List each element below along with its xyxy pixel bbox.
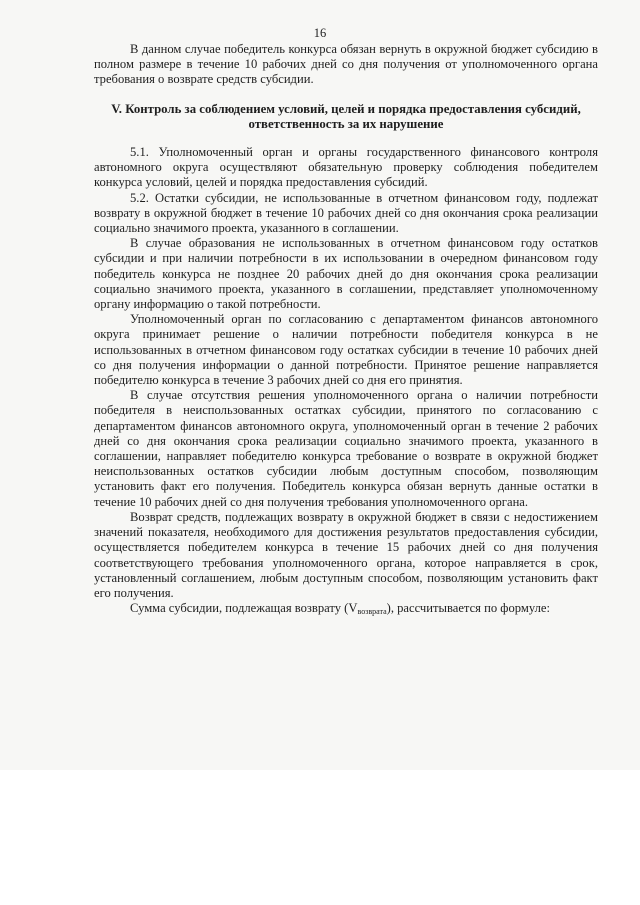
paragraph-unused-balance: В случае образования не использованных в отчетном финансовом году остатков субсидии и при наличии потребности в их использовании в очередном финансовом году победитель конкурса не позднее 20 рабочих дней до дня окончания срока реализации социально значимого проекта, указанного в соглашении, представляет уполномоченному органу информацию о такой потребности. [94,236,598,312]
paragraph-5-2: 5.2. Остатки субсидии, не использованные в отчетном финансовом году, подлежат возврату в окружной бюджет в течение 10 рабочих дней со дня окончания срока реализации социально значимого проекта, указанного в соглашении. [94,190,598,236]
paragraph-intro: В данном случае победитель конкурса обязан вернуть в окружной бюджет субсидию в полном размере в течение 10 рабочих дней со дня получения от уполномоченного органа требования о возврате средств субсидии. [94,42,598,87]
document-body [94,42,598,619]
paragraph-formula-intro [94,601,598,619]
paragraph-decision: Уполномоченный орган по согласованию с департаментом финансов автономного округа принимает решение о наличии потребности победителя конкурса в не использованных в отчетном финансовом году остатках субсидии в течение 10 рабочих дней со дня получения информации о данной потребности. Принятое решение направляется победителю конкурса в течение 3 рабочих дней со дня его принятия. [94,312,598,388]
paragraph-no-decision: В случае отсутствия решения уполномоченного органа о наличии потребности победителя в неиспользованных остатках субсидии, принятого по согласованию с департаментом финансов автономного округа, уполномоченный орган в течение 2 рабочих дней со дня окончания срока реализации социально значимого проекта, указанного в соглашении, направляет победителю конкурса требование о возврате в окружной бюджет неиспользованных остатков субсидии любым доступным способом, позволяющим установить факт его получения. Победитель конкурса обязан вернуть данные остатки в течение 10 рабочих дней со дня получения требования уполномоченного органа. [94,388,598,509]
page-margin-bottom [0,770,640,905]
formula-subscript: возврата [357,607,387,617]
formula-text-before: Сумма субсидии, подлежащая возврату (V [130,601,358,616]
page-number: 16 [313,26,327,40]
section-heading: V. Контроль за соблюдением условий, целей и порядка предоставления субсидий, ответственность за их нарушение [111,101,581,131]
paragraph-5-1: 5.1. Уполномоченный орган и органы государственного финансового контроля автономного округа осуществляют обязательную проверку соблюдения победителем конкурса условий, целей и порядка предоставления субсидий. [94,145,598,190]
paragraph-return-funds: Возврат средств, подлежащих возврату в окружной бюджет в связи с недостижением значений показателя, необходимого для достижения результатов предоставления субсидии, осуществляется победителем конкурса в течение 15 рабочих дней со дня получения соответствующего требования уполномоченного органа, которое направляется в срок, установленный соглашением, любым доступным способом, позволяющим установить факт его получения. [94,509,598,600]
formula-text-after: ), рассчитывается по формуле: [386,601,550,616]
